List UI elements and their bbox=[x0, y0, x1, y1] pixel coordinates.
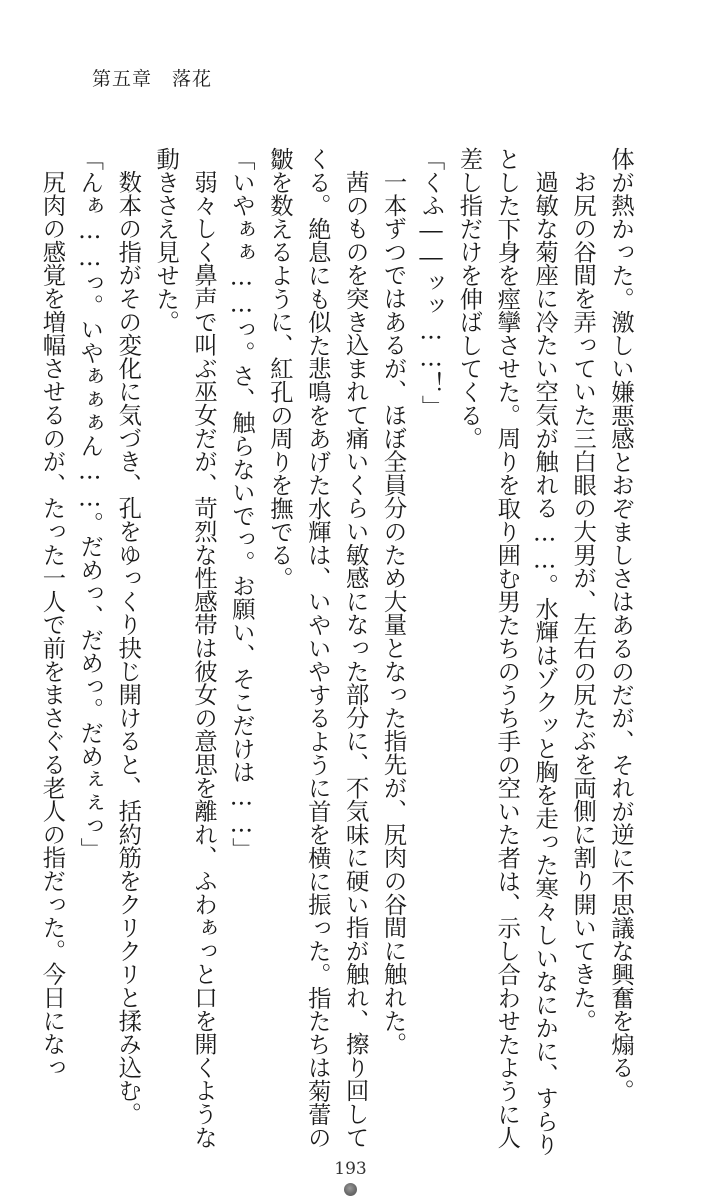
paragraph: 弱々しく鼻声で叫ぶ巫女だが、苛烈な性感帯は彼女の意思を離れ、ふわぁっと口を開くような動きさえ見せた。 bbox=[152, 147, 218, 1149]
paragraph: 過敏な菊座に冷たい空気が触れる……。水輝はゾクッと胸を走った寒々しいなにかに、すらりとした下身を痙攣させた。周りを取り囲む男たちのうち手の空いた者は、示し合わせたように人差し指だけを伸ばしてくる。 bbox=[455, 147, 559, 1157]
body-text bbox=[33, 147, 640, 1157]
dialogue: 「いやぁぁ……っ。さ、触らないでっ。お願い、そこだけは……」 bbox=[227, 147, 255, 861]
dialogue: 「くふ――ッッ……！」 bbox=[417, 147, 445, 419]
paragraph: 尻肉の感覚を増幅させるのが、たった一人で前をまさぐる老人の指だった。今日になっ bbox=[38, 170, 66, 1079]
paragraph: お尻の谷間を弄っていた三白眼の大男が、左右の尻たぶを両側に割り開いてきた。 bbox=[569, 170, 597, 1033]
folio-ornament-icon bbox=[344, 1183, 357, 1196]
page-number: 193 bbox=[334, 1159, 367, 1179]
paragraph: 茜のものを突き込まれて痛いくらい敏感になった部分に、不気味に硬い指が触れ、擦り回してくる。絶息にも似た悲鳴をあげた水輝は、いやいやするように首を横に振った。指たちは菊蕾の皺を数えるように、紅孔の周りを撫でる。 bbox=[265, 147, 369, 1149]
dialogue: 「んぁ……っ。いやぁぁぁん……。だめっ、だめっ。だめぇぇっ」 bbox=[76, 147, 104, 861]
paragraph: 体が熱かった。激しい嫌悪感とおぞましさはあるのだが、それが逆に不思議な興奮を煽る。 bbox=[607, 147, 634, 1103]
paragraph: 数本の指がその変化に気づき、孔をゆっくり抉じ開けると、括約筋をクリクリと揉み込む。 bbox=[114, 170, 142, 1126]
running-head: 第五章 落花 bbox=[92, 68, 213, 90]
paragraph: 一本ずつではあるが、ほぼ全員分のため大量となった指先が、尻肉の谷間に触れた。 bbox=[379, 170, 407, 1056]
